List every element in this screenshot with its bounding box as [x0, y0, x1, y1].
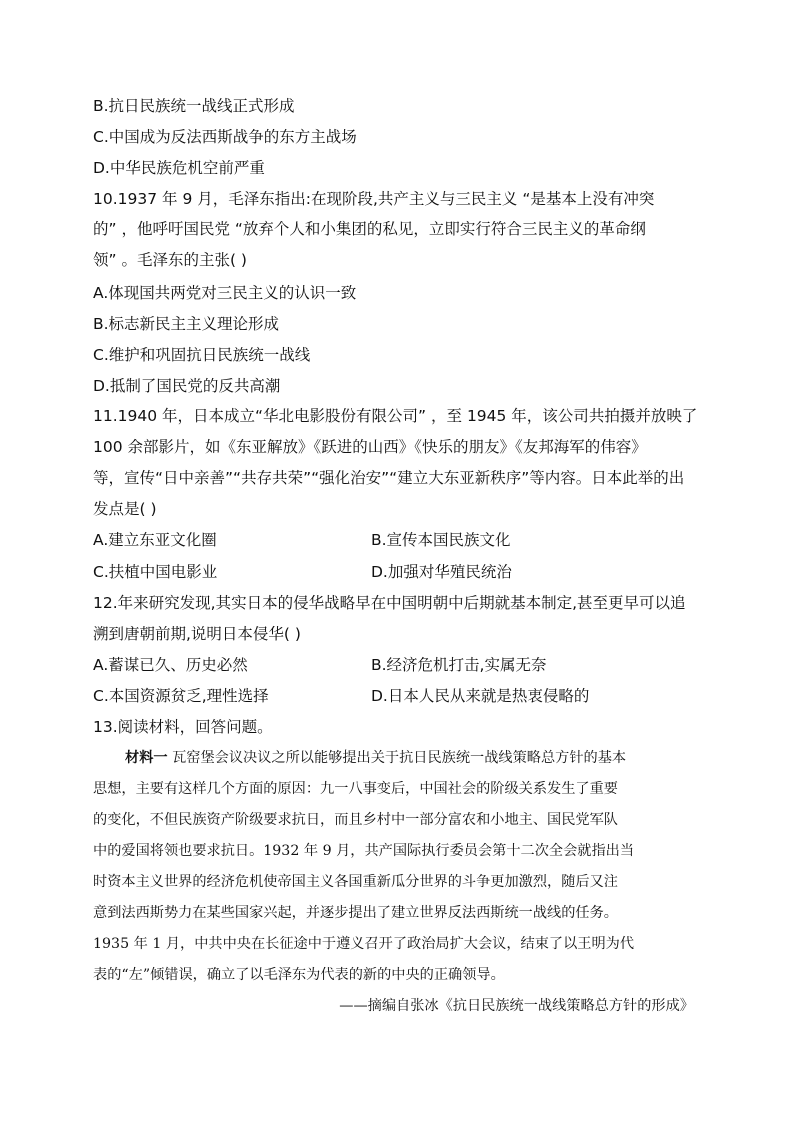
material-source: ——摘编自张冰《抗日民族统一战线策略总方针的形成》 — [339, 998, 694, 1014]
material-label: 材料一 — [125, 750, 168, 766]
q12-stem-line1: 12.年来研究发现,其实日本的侵华战略早在中国明朝中后期就基本制定,甚至更早可以追 — [93, 594, 686, 612]
q9-option-d: D.中华民族危机空前严重 — [93, 159, 265, 177]
q13-intro: 13.阅读材料，回答问题。 — [93, 718, 273, 736]
q10-stem-line1: 10.1937 年 9 月，毛泽东指出:在现阶段,共产主义与三民主义 “是基本上没有冲突 — [93, 190, 655, 208]
q9-option-b: B.抗日民族统一战线正式形成 — [93, 97, 295, 115]
q12-option-a: A.蓄谋已久、历史必然 — [93, 656, 248, 674]
material-line8: 表的“左”倾错误，确立了以毛泽东为代表的新的中央的正确领导。 — [93, 967, 505, 983]
q12-option-b: B.经济危机打击,实属无奈 — [371, 656, 547, 674]
q10-stem-line2: 的” ，他呼吁国民党 “放弃个人和小集团的私见，立即实行符合三民主义的革命纲 — [93, 220, 646, 238]
q10-stem-line3: 领” 。毛泽东的主张( ) — [93, 251, 247, 269]
material-line2: 思想，主要有这样几个方面的原因：九一八事变后，中国社会的阶级关系发生了重要 — [93, 781, 618, 797]
q11-option-d: D.加强对华殖民统治 — [371, 563, 512, 581]
q11-option-a: A.建立东亚文化圈 — [93, 531, 217, 549]
material-line1 — [125, 748, 725, 768]
material-line3: 的变化，不但民族资产阶级要求抗日，而且乡村中一部分富农和小地主、国民党军队 — [93, 812, 618, 828]
q11-stem-line4: 发点是( ) — [93, 500, 157, 518]
q10-option-c: C.维护和巩固抗日民族统一战线 — [93, 346, 311, 364]
material-text-line1: 瓦窑堡会议决议之所以能够提出关于抗日民族统一战线策略总方针的基本 — [172, 750, 627, 766]
q12-option-d: D.日本人民从来就是热衷侵略的 — [371, 687, 590, 705]
q11-stem-line3: 等，宣传“日中亲善”“共存共荣”“强化治安”“建立大东亚新秩序”等内容。日本此举的出 — [93, 469, 685, 487]
q10-option-b: B.标志新民主主义理论形成 — [93, 315, 280, 333]
q11-stem-line1: 11.1940 年，日本成立“华北电影股份有限公司” ，至 1945 年，该公司共拍摄并放映了 — [93, 407, 698, 425]
q11-option-b: B.宣传本国民族文化 — [371, 531, 511, 549]
material-line6: 意到法西斯势力在某些国家兴起，并逐步提出了建立世界反法西斯统一战线的任务。 — [93, 905, 618, 921]
q9-option-c: C.中国成为反法西斯战争的东方主战场 — [93, 128, 357, 146]
q11-stem-line2: 100 余部影片，如《东亚解放》《跃进的山西》《快乐的朋友》《友邦海军的伟容》 — [93, 438, 647, 456]
material-line5: 时资本主义世界的经济危机使帝国主义各国重新瓜分世界的斗争更加激烈，随后又注 — [93, 874, 618, 890]
material-line7: 1935 年 1 月，中共中央在长征途中于遵义召开了政治局扩大会议，结束了以王明为代 — [93, 936, 635, 952]
q11-option-c: C.扶植中国电影业 — [93, 563, 218, 581]
q12-option-c: C.本国资源贫乏,理性选择 — [93, 687, 269, 705]
q10-option-d: D.抵制了国民党的反共高潮 — [93, 377, 281, 395]
material-line4: 中的爱国将领也要求抗日。1932 年 9 月，共产国际执行委员会第十二次全会就指出当 — [93, 843, 635, 859]
q12-stem-line2: 溯到唐朝前期,说明日本侵华( ) — [93, 625, 301, 643]
q10-option-a: A.体现国共两党对三民主义的认识一致 — [93, 284, 357, 302]
